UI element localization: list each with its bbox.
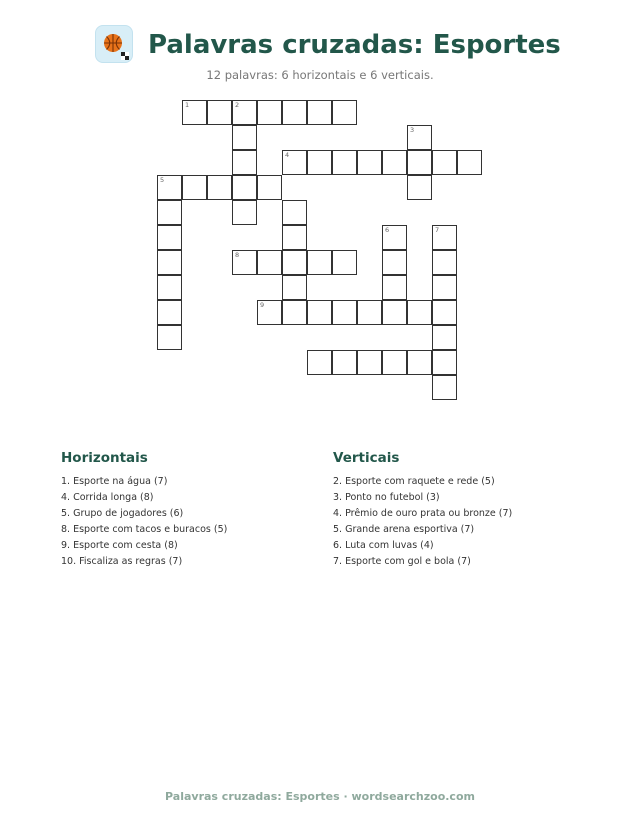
page-footer: Palavras cruzadas: Esportes · wordsearchzoo.com <box>165 790 475 803</box>
clue-number: 5 <box>160 176 165 184</box>
grid-cell[interactable] <box>432 350 457 375</box>
clue-number: 4 <box>285 151 290 159</box>
across-clue: 1. Esporte na água (7) <box>61 476 168 487</box>
grid-cell[interactable] <box>432 225 457 250</box>
down-clue: 6. Luta com luvas (4) <box>333 540 434 551</box>
grid-cell[interactable] <box>332 300 357 325</box>
grid-cell[interactable] <box>307 350 332 375</box>
grid-cell[interactable] <box>157 325 182 350</box>
page-title: Palavras cruzadas: Esportes <box>148 30 561 60</box>
grid-cell[interactable] <box>432 250 457 275</box>
grid-cell[interactable] <box>232 125 257 150</box>
down-clue: 3. Ponto no futebol (3) <box>333 492 440 503</box>
down-heading: Verticais <box>333 450 400 466</box>
grid-cell[interactable] <box>207 175 232 200</box>
grid-cell[interactable] <box>407 125 432 150</box>
clue-number: 2 <box>235 101 240 109</box>
grid-cell[interactable] <box>457 150 482 175</box>
grid-cell[interactable] <box>332 350 357 375</box>
grid-cell[interactable] <box>432 150 457 175</box>
grid-cell[interactable] <box>282 225 307 250</box>
across-clue: 5. Grupo de jogadores (6) <box>61 508 184 519</box>
grid-cell[interactable] <box>407 150 432 175</box>
grid-cell[interactable] <box>257 300 282 325</box>
clue-number: 1 <box>185 101 190 109</box>
grid-cell[interactable] <box>307 250 332 275</box>
down-clue: 7. Esporte com gol e bola (7) <box>333 556 471 567</box>
grid-cell[interactable] <box>382 350 407 375</box>
across-heading: Horizontais <box>61 450 148 466</box>
grid-cell[interactable] <box>257 175 282 200</box>
down-clue: 4. Prêmio de ouro prata ou bronze (7) <box>333 508 513 519</box>
grid-cell[interactable] <box>382 225 407 250</box>
grid-cell[interactable] <box>157 275 182 300</box>
grid-cell[interactable] <box>232 200 257 225</box>
grid-cell[interactable] <box>257 100 282 125</box>
grid-cell[interactable] <box>157 225 182 250</box>
clue-number: 3 <box>410 126 415 134</box>
basketball-icon <box>95 25 133 63</box>
grid-cell[interactable] <box>382 275 407 300</box>
clue-number: 8 <box>235 251 240 259</box>
grid-cell[interactable] <box>382 150 407 175</box>
grid-cell[interactable] <box>357 350 382 375</box>
down-clues <box>333 450 512 570</box>
down-clue: 5. Grande arena esportiva (7) <box>333 524 475 535</box>
clue-number: 9 <box>260 301 265 309</box>
grid-cell[interactable] <box>307 100 332 125</box>
grid-cell[interactable] <box>432 325 457 350</box>
across-clue: 10. Fiscaliza as regras (7) <box>61 556 183 567</box>
grid-cell[interactable] <box>182 100 207 125</box>
across-clues <box>61 450 227 570</box>
grid-cell[interactable] <box>332 250 357 275</box>
down-clue: 2. Esporte com raquete e rede (5) <box>333 476 495 487</box>
grid-cell[interactable] <box>357 150 382 175</box>
grid-cell[interactable] <box>282 300 307 325</box>
grid-cell[interactable] <box>232 250 257 275</box>
page-header <box>0 22 640 68</box>
grid-cell[interactable] <box>407 175 432 200</box>
grid-cell[interactable] <box>432 275 457 300</box>
grid-cell[interactable] <box>382 250 407 275</box>
grid-cell[interactable] <box>207 100 232 125</box>
grid-cell[interactable] <box>232 100 257 125</box>
across-clue: 9. Esporte com cesta (8) <box>61 540 178 551</box>
grid-cell[interactable] <box>332 150 357 175</box>
grid-cell[interactable] <box>282 100 307 125</box>
page-subtitle: 12 palavras: 6 horizontais e 6 verticais. <box>206 68 434 82</box>
across-clue: 8. Esporte com tacos e buracos (5) <box>61 524 228 535</box>
grid-cell[interactable] <box>282 250 307 275</box>
grid-cell[interactable] <box>307 150 332 175</box>
grid-cell[interactable] <box>432 300 457 325</box>
grid-cell[interactable] <box>282 275 307 300</box>
grid-cell[interactable] <box>282 150 307 175</box>
grid-cell[interactable] <box>157 175 182 200</box>
grid-cell[interactable] <box>157 300 182 325</box>
grid-cell[interactable] <box>407 350 432 375</box>
grid-cell[interactable] <box>257 250 282 275</box>
grid-cell[interactable] <box>157 200 182 225</box>
grid-cell[interactable] <box>157 250 182 275</box>
grid-cell[interactable] <box>432 375 457 400</box>
grid-cell[interactable] <box>182 175 207 200</box>
clue-number: 7 <box>435 226 440 234</box>
grid-cell[interactable] <box>307 300 332 325</box>
clue-number: 6 <box>385 226 390 234</box>
grid-cell[interactable] <box>232 175 257 200</box>
grid-cell[interactable] <box>407 300 432 325</box>
grid-cell[interactable] <box>357 300 382 325</box>
grid-cell[interactable] <box>282 200 307 225</box>
across-clue: 4. Corrida longa (8) <box>61 492 154 503</box>
grid-cell[interactable] <box>232 150 257 175</box>
grid-cell[interactable] <box>382 300 407 325</box>
grid-cell[interactable] <box>332 100 357 125</box>
